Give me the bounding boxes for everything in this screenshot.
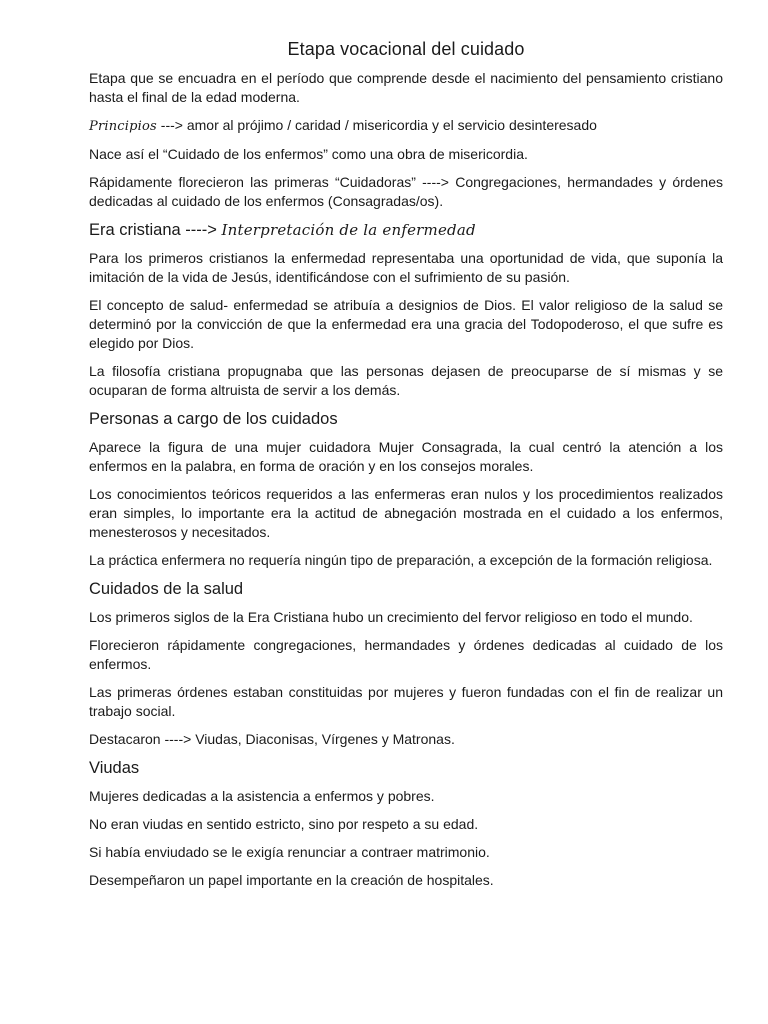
viudas-paragraph: Si había enviudado se le exigía renunciar a contraer matrimonio. [89, 844, 490, 860]
cuidados-paragraph: Destacaron ----> Viudas, Diaconisas, Vírgenes y Matronas. [89, 731, 455, 747]
principios-label: Principios [89, 119, 157, 134]
intro-paragraph: Nace así el “Cuidado de los enfermos” como una obra de misericordia. [89, 146, 528, 162]
era-paragraph: Para los primeros cristianos la enfermedad representaba una oportunidad de vida, que suponía la imitación de la vida de Jesús, identificándose con el sufrimiento de su pasión. [89, 250, 723, 285]
personas-heading: Personas a cargo de los cuidados [89, 410, 338, 428]
heading-prefix: Era cristiana ----> [89, 221, 222, 239]
principios-text: ---> amor al prójimo / caridad / misericordia y el servicio desinteresado [156, 117, 597, 133]
cuidados-paragraph: Florecieron rápidamente congregaciones, hermandades y órdenes dedicadas al cuidado de los enfermos. [89, 637, 723, 672]
viudas-paragraph: Mujeres dedicadas a la asistencia a enfermos y pobres. [89, 788, 435, 804]
viudas-paragraph: Desempeñaron un papel importante en la creación de hospitales. [89, 872, 494, 888]
personas-paragraph: Aparece la figura de una mujer cuidadora Mujer Consagrada, la cual centró la atención a los enfermos en la palabra, en forma de oración y en los consejos morales. [89, 439, 723, 474]
cuidados-paragraph: Los primeros siglos de la Era Cristiana hubo un crecimiento del fervor religioso en todo el mundo. [89, 609, 693, 625]
intro-paragraph: Etapa que se encuadra en el período que comprende desde el nacimiento del pensamiento cristiano hasta el final de la edad moderna. [89, 70, 723, 105]
era-paragraph: El concepto de salud- enfermedad se atribuía a designios de Dios. El valor religioso de la salud se determinó por la convicción de que la enfermedad era una gracia del Todopoderoso, el que sufre es elegido por Dios. [89, 297, 723, 351]
viudas-paragraph: No eran viudas en sentido estricto, sino por respeto a su edad. [89, 816, 479, 832]
personas-paragraph: Los conocimientos teóricos requeridos a las enfermeras eran nulos y los procedimientos realizados eran simples, lo importante era la actitud de abnegación mostrada en el cuidado a los enfermos, menesterosos y necesitados. [89, 486, 723, 540]
viudas-heading: Viudas [89, 759, 140, 777]
cuidados-heading: Cuidados de la salud [89, 580, 244, 598]
principios-paragraph [89, 116, 723, 136]
document-title: Etapa vocacional del cuidado [287, 39, 525, 59]
era-cristiana-heading [89, 220, 723, 241]
document-page [89, 38, 723, 899]
cuidados-paragraph: Las primeras órdenes estaban constituidas por mujeres y fueron fundadas con el fin de realizar un trabajo social. [89, 684, 723, 719]
era-paragraph: La filosofía cristiana propugnaba que las personas dejasen de preocuparse de sí mismas y se ocuparan de forma altruista de servir a los demás. [89, 363, 723, 398]
personas-paragraph: La práctica enfermera no requería ningún tipo de preparación, a excepción de la formación religiosa. [89, 552, 713, 568]
heading-script-text: Interpretación de la enfermedad [221, 221, 476, 239]
intro-paragraph: Rápidamente florecieron las primeras “Cuidadoras” ----> Congregaciones, hermandades y órdenes dedicadas al cuidado de los enfermos (Consagradas/os). [89, 174, 723, 209]
